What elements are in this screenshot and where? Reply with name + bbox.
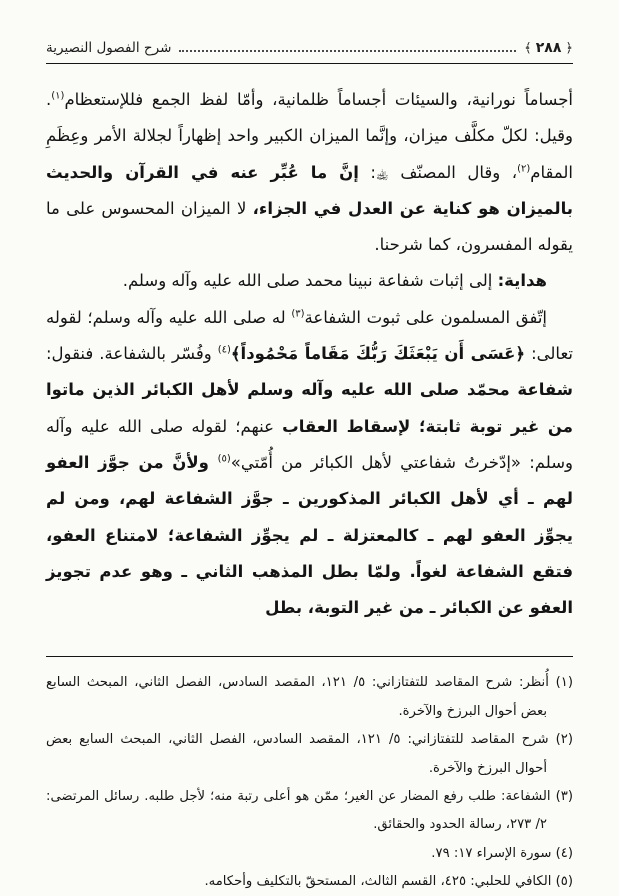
ornament-icon: ﴾	[524, 40, 532, 56]
footnote-marker: (٤)	[555, 845, 573, 861]
page-header	[46, 40, 573, 56]
footnote-text: شرح المقاصد للتفتازاني: ٥/ ١٢١، المقصد السادس، الفصل الثاني، المبحث السابع بعض أحوال البرزخ والآخرة.	[46, 732, 549, 776]
text-segment: لا الميزان المحسوس على ما يقوله المفسرون، كما شرحنا.	[46, 198, 573, 255]
text-segment-bold: إنَّ ما عُبِّر عنه في القرآن والحديث بالميزان هو كناية عن العدل في الجزاء،	[46, 162, 573, 218]
footnote-1	[46, 669, 573, 726]
dotted-leader	[179, 50, 516, 52]
footnote-ref-4: (٤)	[217, 344, 231, 356]
paragraph-mizan	[46, 82, 573, 263]
footnote-ref-2: (٢)	[517, 163, 531, 175]
footnotes-section	[46, 656, 573, 896]
paragraph-hidaya	[46, 263, 573, 299]
text-segment: :	[358, 162, 376, 182]
ornament-icon: ﴿	[565, 40, 573, 56]
page-number: ٢٨٨	[535, 40, 562, 56]
hidaya-label: هداية:	[497, 271, 547, 291]
text-segment: . وقيل: لكلّ مكلَّف ميزان، وإنَّما الميزان الكبير واحد إظهاراً لجلالة الأمر وعِظَمِ المقام	[46, 90, 573, 182]
footnote-text: الكافي للحلبي: ٤٢٥، القسم الثالث، المستحقّ بالتكليف وأحكامه.	[204, 874, 552, 890]
footnote-text: الشفاعة: طلب رفع المضار عن الغير؛ ممّن هو أعلى رتبة منه؛ لأجل طلبه. رسائل المرتضى: ٢/ ٢٧٣، رسالة الحدود والحقائق.	[46, 788, 551, 833]
footnote-text: سورة الإسراء ١٧: ٧٩.	[431, 845, 552, 861]
text-segment-bold: شفاعة محمّد صلى الله عليه وآله وسلم لأهل الكبائر الذين ماتوا من غير توبة ثابتة؛ لإسقاط العقاب	[46, 380, 573, 436]
footnote-marker: (٢)	[555, 732, 573, 748]
footnote-separator	[46, 656, 573, 657]
page-number-group	[524, 40, 573, 56]
footnote-4	[46, 840, 573, 868]
book-title: شرح الفصول النصيرية	[46, 40, 172, 56]
footnote-5	[46, 868, 573, 896]
header-rule	[46, 63, 573, 64]
text-segment: ، وقال المصنّف	[388, 162, 518, 182]
footnote-ref-3: (٣)	[291, 308, 305, 320]
text-segment: إلى إثبات شفاعة نبينا محمد صلى الله عليه وآله وسلم.	[122, 271, 498, 291]
body-text	[46, 82, 573, 626]
footnote-2	[46, 726, 573, 783]
text-segment: أجساماً نورانية، والسيئات أجساماً ظلمانية، وأمّا لفظ الجمع فللإستعظام	[64, 90, 573, 109]
footnote-ref-5: (٥)	[217, 453, 231, 465]
text-segment-bold: ولأنَّ من جوَّز العفو لهم ـ أي لأهل الكبائر المذكورين ـ جوَّز الشفاعة لهم، ومن لم يجوِّز العفو لهم ـ كالمعتزلة ـ لم يجوِّز الشفاعة؛ لامتناع العفو، فتقع الشفاعة لغواً. ولمّا بطل المذهب الثاني ـ وهو عدم تجويز العفو عن الكبائر ـ من غير التوبة، بطل	[46, 452, 573, 618]
text-segment: له صلى الله عليه وآله وسلم؛ لقوله تعالى:	[46, 307, 574, 364]
text-segment: عنهم؛ لقوله صلى الله عليه وآله وسلم: «إدّخرتُ شفاعتي لأهل الكبائر من أُمّتي»	[46, 416, 573, 472]
footnote-text: أُنظر: شرح المقاصد للتفتازاني: ٥/ ١٢١، المقصد السادس، الفصل الثاني، المبحث السابع بعض أحوال البرزخ والآخرة.	[46, 675, 549, 719]
footnote-ref-1: (١)	[51, 90, 65, 102]
quran-verse: ﴿عَسَى أَن يَبْعَثَكَ رَبُّكَ مَقَاماً مَحْمُوداً﴾	[230, 344, 526, 364]
paragraph-shafaa	[46, 300, 573, 627]
footnote-marker: (٥)	[555, 874, 573, 890]
text-segment: وفُسّر بالشفاعة. فنقول:	[46, 344, 218, 364]
footnote-3	[46, 783, 573, 840]
honorific-mark: ﵀	[375, 165, 389, 182]
footnote-marker: (١)	[555, 675, 573, 691]
footnote-marker: (٣)	[555, 788, 573, 804]
text-segment: إتّفق المسلمون على ثبوت الشفاعة	[304, 307, 547, 327]
